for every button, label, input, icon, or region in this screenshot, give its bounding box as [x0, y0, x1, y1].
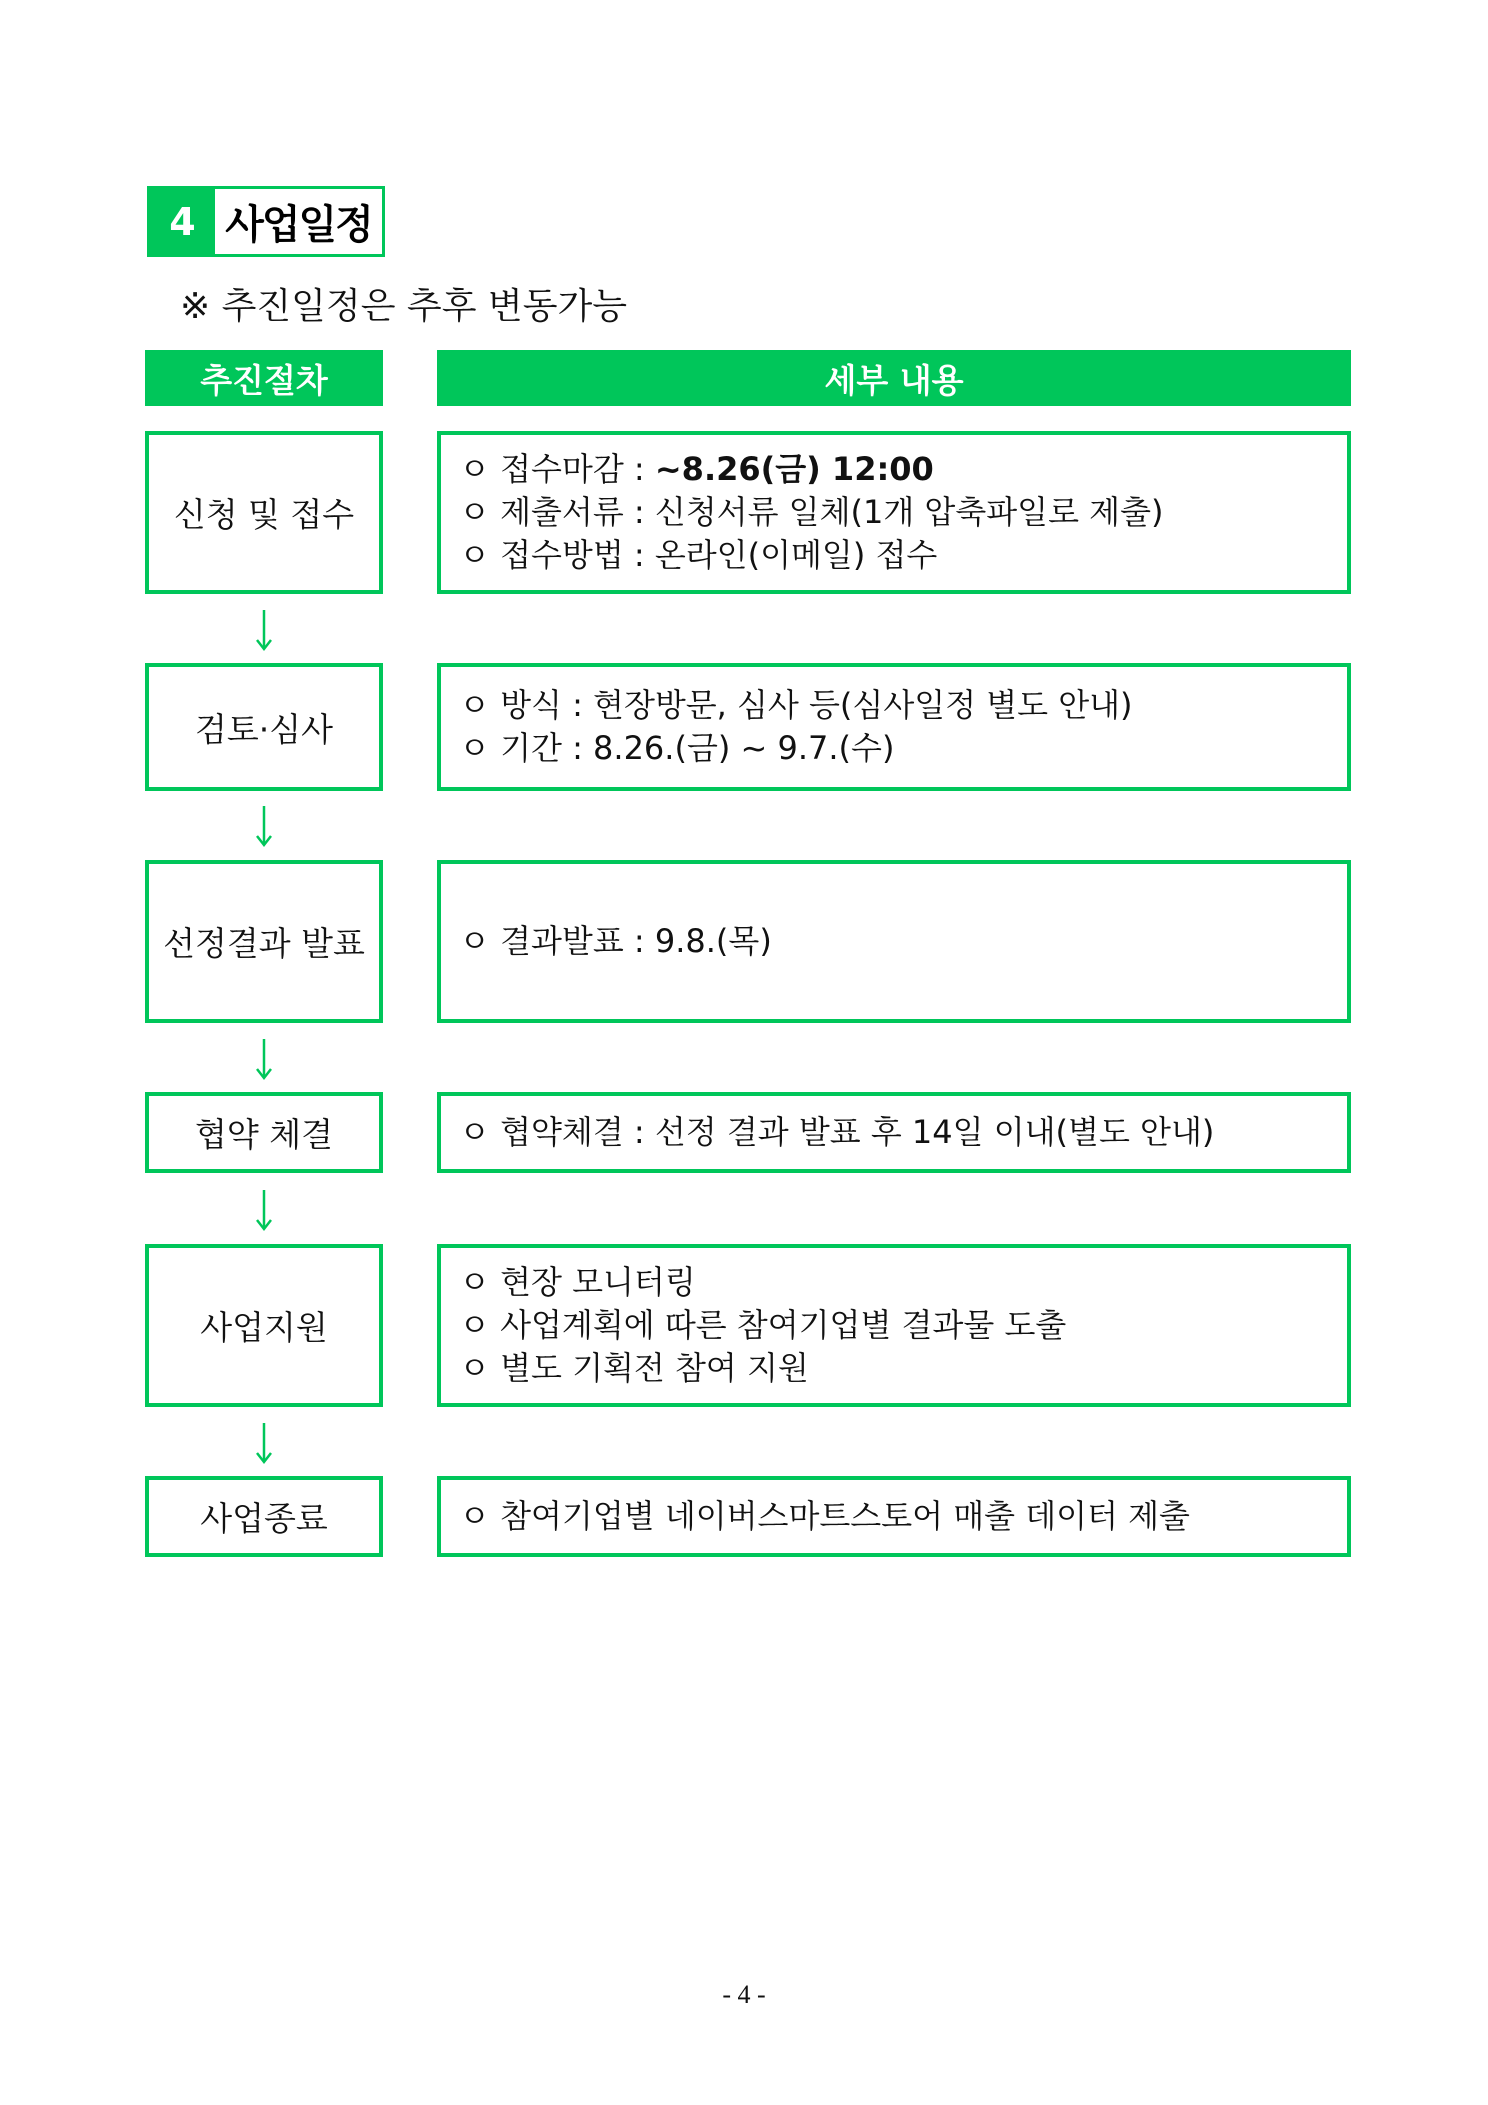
arrow-down-icon: [252, 804, 276, 848]
page-number: - 4 -: [722, 1980, 766, 2009]
detail-line: ㅇ 접수방법 : 온라인(이메일) 접수: [459, 536, 938, 574]
step-apply: 신청 및 접수: [145, 431, 383, 594]
step-support: 사업지원: [145, 1244, 383, 1407]
detail-line: ㅇ 협약체결 : 선정 결과 발표 후 14일 이내(별도 안내): [459, 1113, 1215, 1151]
step-close: 사업종료: [145, 1476, 383, 1557]
section-number: 4: [150, 189, 215, 254]
step-apply-details: [437, 431, 1351, 594]
detail-line: ㅇ 접수마감 : ~8.26(금) 12:00: [459, 450, 934, 488]
step-review-details: [437, 663, 1351, 791]
header-procedure: 추진절차: [145, 350, 383, 406]
arrow-down-icon: [252, 1188, 276, 1232]
detail-line: ㅇ 사업계획에 따른 참여기업별 결과물 도출: [459, 1306, 1067, 1344]
arrow-down-icon: [252, 1421, 276, 1465]
detail-line: ㅇ 현장 모니터링: [459, 1263, 696, 1301]
detail-line: ㅇ 제출서류 : 신청서류 일체(1개 압축파일로 제출): [459, 493, 1164, 531]
step-contract: 협약 체결: [145, 1092, 383, 1173]
schedule-note: ※ 추진일정은 추후 변동가능: [180, 286, 628, 327]
step-announce-details: [437, 860, 1351, 1023]
detail-line: ㅇ 참여기업별 네이버스마트스토어 매출 데이터 제출: [459, 1497, 1190, 1535]
detail-line: ㅇ 결과발표 : 9.8.(목): [459, 922, 772, 960]
section-title: 사업일정: [225, 202, 372, 248]
step-contract-details: [437, 1092, 1351, 1173]
detail-line: ㅇ 방식 : 현장방문, 심사 등(심사일정 별도 안내): [459, 686, 1133, 724]
section-header: [147, 186, 385, 257]
step-support-details: [437, 1244, 1351, 1407]
arrow-down-icon: [252, 608, 276, 652]
step-close-details: [437, 1476, 1351, 1557]
step-announce: 선정결과 발표: [145, 860, 383, 1023]
header-details: 세부 내용: [437, 350, 1351, 406]
detail-line: ㅇ 별도 기획전 참여 지원: [459, 1349, 809, 1387]
step-review: 검토·심사: [145, 663, 383, 791]
arrow-down-icon: [252, 1037, 276, 1081]
detail-line: ㅇ 기간 : 8.26.(금) ~ 9.7.(수): [459, 729, 895, 767]
